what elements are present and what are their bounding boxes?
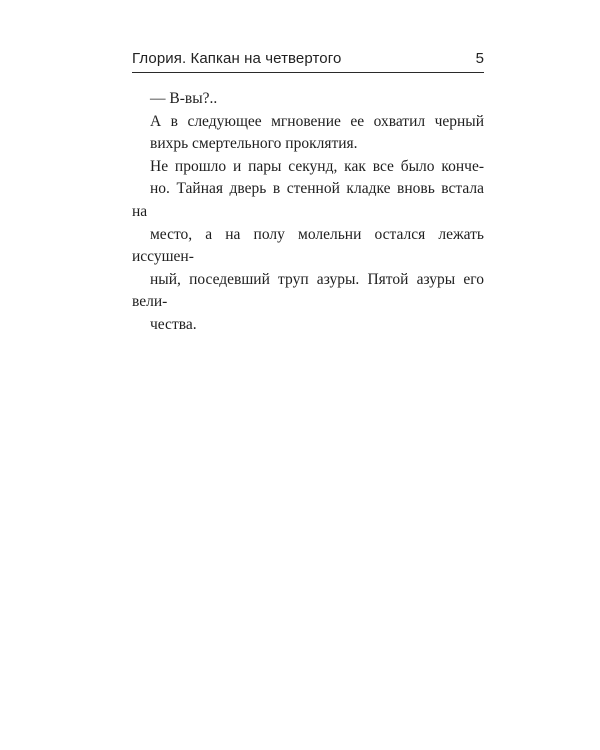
body-text: [132, 88, 484, 337]
text-line: место, а на полу молельни остался лежать иссушен-: [132, 225, 484, 266]
text-line: но. Тайная дверь в стенной кладке вновь встала на: [132, 180, 484, 220]
paragraph-2: [132, 111, 484, 156]
text-line: — В-вы?..: [150, 90, 218, 107]
text-line: Не прошло и пары секунд, как все было конче-: [150, 157, 484, 175]
text-line: ный, поседевший труп азуры. Пятой азуры его вели-: [132, 270, 484, 311]
text-line: А в следующее мгновение ее охватил черный: [150, 112, 484, 130]
page-number: 5: [475, 50, 484, 67]
header-title: Глория. Капкан на четвертого: [132, 50, 342, 67]
text-line: чества.: [150, 315, 197, 333]
text-line: вихрь смертельного проклятия.: [150, 135, 358, 153]
running-header: [132, 50, 484, 73]
paragraph-1: [132, 88, 484, 111]
paragraph-3: [132, 156, 484, 337]
